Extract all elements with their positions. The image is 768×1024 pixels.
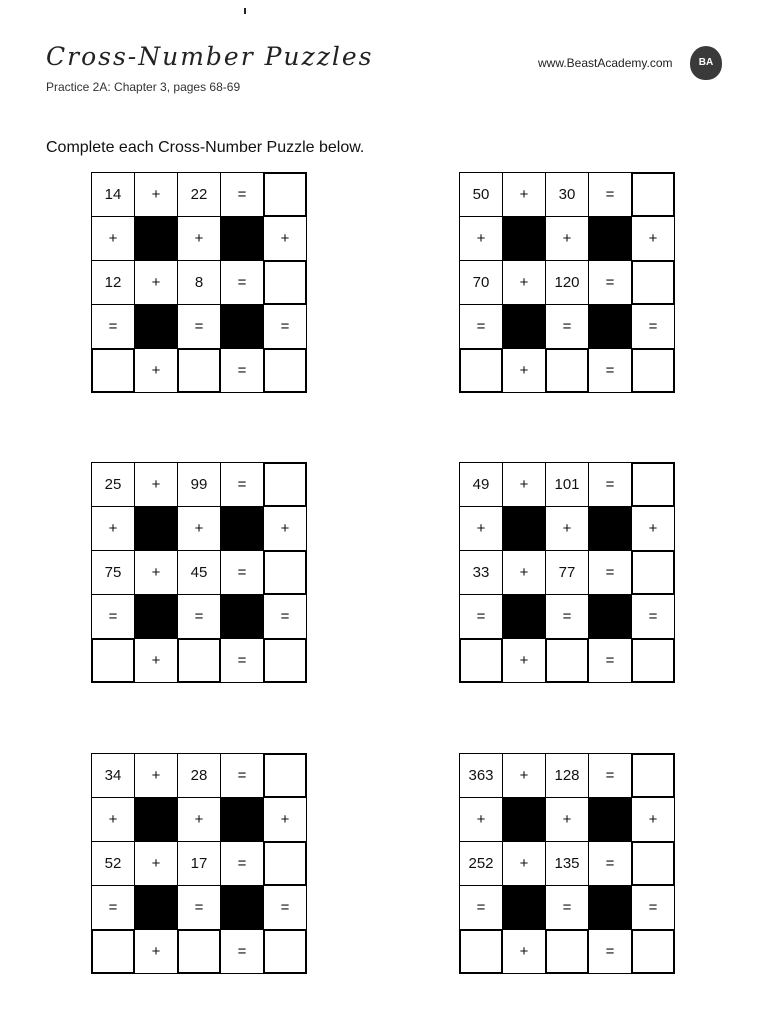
plus-sign: + <box>135 463 178 507</box>
equals-sign: = <box>589 551 632 595</box>
given-number: 14 <box>92 173 135 217</box>
plus-sign: + <box>92 217 135 261</box>
plus-sign: + <box>135 842 178 886</box>
equals-sign: = <box>221 173 264 217</box>
answer-box[interactable] <box>263 172 307 217</box>
equals-sign: = <box>92 886 135 930</box>
given-number: 70 <box>460 261 503 305</box>
black-cell <box>503 886 546 930</box>
plus-sign: + <box>503 261 546 305</box>
black-cell <box>503 305 546 349</box>
equals-sign: = <box>221 754 264 798</box>
equals-sign: = <box>632 886 675 930</box>
black-cell <box>135 217 178 261</box>
answer-box[interactable] <box>263 638 307 683</box>
plus-sign: + <box>546 507 589 551</box>
equals-sign: = <box>221 463 264 507</box>
answer-box[interactable] <box>177 638 221 683</box>
given-number: 101 <box>546 463 589 507</box>
given-number: 128 <box>546 754 589 798</box>
given-number: 120 <box>546 261 589 305</box>
cross-number-puzzle-3 <box>91 462 307 683</box>
answer-box[interactable] <box>631 753 675 798</box>
black-cell <box>589 507 632 551</box>
given-number: 28 <box>178 754 221 798</box>
given-number: 34 <box>92 754 135 798</box>
given-number: 25 <box>92 463 135 507</box>
plus-sign: + <box>503 754 546 798</box>
answer-box[interactable] <box>459 638 503 683</box>
equals-sign: = <box>546 886 589 930</box>
page-subtitle: Practice 2A: Chapter 3, pages 68-69 <box>46 80 241 94</box>
page-title: Cross-Number Puzzles <box>46 42 374 71</box>
cross-number-puzzle-4 <box>459 462 675 683</box>
black-cell <box>221 507 264 551</box>
black-cell <box>503 507 546 551</box>
answer-box[interactable] <box>545 638 589 683</box>
plus-sign: + <box>546 798 589 842</box>
plus-sign: + <box>135 349 178 393</box>
equals-sign: = <box>546 305 589 349</box>
given-number: 252 <box>460 842 503 886</box>
equals-sign: = <box>264 595 307 639</box>
answer-box[interactable] <box>263 260 307 305</box>
black-cell <box>135 595 178 639</box>
plus-sign: + <box>460 217 503 261</box>
plus-sign: + <box>135 261 178 305</box>
black-cell <box>503 798 546 842</box>
answer-box[interactable] <box>263 753 307 798</box>
plus-sign: + <box>632 798 675 842</box>
plus-sign: + <box>546 217 589 261</box>
equals-sign: = <box>632 305 675 349</box>
equals-sign: = <box>589 349 632 393</box>
equals-sign: = <box>589 930 632 974</box>
plus-sign: + <box>503 349 546 393</box>
answer-box[interactable] <box>631 260 675 305</box>
given-number: 50 <box>460 173 503 217</box>
plus-sign: + <box>264 798 307 842</box>
answer-box[interactable] <box>631 462 675 507</box>
cross-number-puzzle-6 <box>459 753 675 974</box>
equals-sign: = <box>589 463 632 507</box>
answer-box[interactable] <box>631 348 675 393</box>
equals-sign: = <box>264 886 307 930</box>
answer-box[interactable] <box>263 462 307 507</box>
given-number: 363 <box>460 754 503 798</box>
black-cell <box>135 798 178 842</box>
equals-sign: = <box>221 930 264 974</box>
given-number: 33 <box>460 551 503 595</box>
black-cell <box>503 595 546 639</box>
black-cell <box>589 886 632 930</box>
answer-box[interactable] <box>91 348 135 393</box>
equals-sign: = <box>589 754 632 798</box>
plus-sign: + <box>460 507 503 551</box>
plus-sign: + <box>503 551 546 595</box>
answer-box[interactable] <box>263 929 307 974</box>
plus-sign: + <box>503 930 546 974</box>
equals-sign: = <box>92 305 135 349</box>
answer-box[interactable] <box>631 550 675 595</box>
equals-sign: = <box>546 595 589 639</box>
given-number: 49 <box>460 463 503 507</box>
equals-sign: = <box>221 551 264 595</box>
plus-sign: + <box>632 217 675 261</box>
answer-box[interactable] <box>263 841 307 886</box>
black-cell <box>135 305 178 349</box>
equals-sign: = <box>178 886 221 930</box>
equals-sign: = <box>460 595 503 639</box>
answer-box[interactable] <box>631 841 675 886</box>
instructions: Complete each Cross-Number Puzzle below. <box>46 139 365 156</box>
given-number: 77 <box>546 551 589 595</box>
stray-mark <box>244 8 246 14</box>
answer-box[interactable] <box>459 348 503 393</box>
plus-sign: + <box>92 798 135 842</box>
black-cell <box>135 507 178 551</box>
answer-box[interactable] <box>459 929 503 974</box>
plus-sign: + <box>135 930 178 974</box>
plus-sign: + <box>503 639 546 683</box>
given-number: 17 <box>178 842 221 886</box>
black-cell <box>589 798 632 842</box>
plus-sign: + <box>135 754 178 798</box>
answer-box[interactable] <box>631 172 675 217</box>
plus-sign: + <box>178 217 221 261</box>
cross-number-puzzle-5 <box>91 753 307 974</box>
website-link[interactable]: www.BeastAcademy.com <box>538 56 673 70</box>
answer-box[interactable] <box>631 929 675 974</box>
given-number: 99 <box>178 463 221 507</box>
plus-sign: + <box>92 507 135 551</box>
beast-academy-logo: BA <box>690 46 722 80</box>
equals-sign: = <box>221 639 264 683</box>
given-number: 12 <box>92 261 135 305</box>
plus-sign: + <box>503 173 546 217</box>
answer-box[interactable] <box>263 550 307 595</box>
plus-sign: + <box>503 463 546 507</box>
plus-sign: + <box>135 639 178 683</box>
plus-sign: + <box>178 798 221 842</box>
answer-box[interactable] <box>545 929 589 974</box>
equals-sign: = <box>589 842 632 886</box>
plus-sign: + <box>460 798 503 842</box>
equals-sign: = <box>632 595 675 639</box>
equals-sign: = <box>589 261 632 305</box>
cross-number-puzzle-1 <box>91 172 307 393</box>
given-number: 30 <box>546 173 589 217</box>
answer-box[interactable] <box>91 638 135 683</box>
black-cell <box>589 595 632 639</box>
answer-box[interactable] <box>545 348 589 393</box>
answer-box[interactable] <box>91 929 135 974</box>
plus-sign: + <box>264 217 307 261</box>
given-number: 22 <box>178 173 221 217</box>
answer-box[interactable] <box>631 638 675 683</box>
equals-sign: = <box>221 261 264 305</box>
equals-sign: = <box>221 842 264 886</box>
black-cell <box>221 305 264 349</box>
given-number: 8 <box>178 261 221 305</box>
equals-sign: = <box>460 886 503 930</box>
given-number: 75 <box>92 551 135 595</box>
black-cell <box>503 217 546 261</box>
black-cell <box>221 798 264 842</box>
answer-box[interactable] <box>177 348 221 393</box>
plus-sign: + <box>264 507 307 551</box>
equals-sign: = <box>221 349 264 393</box>
plus-sign: + <box>178 507 221 551</box>
equals-sign: = <box>264 305 307 349</box>
plus-sign: + <box>135 173 178 217</box>
cross-number-puzzle-2 <box>459 172 675 393</box>
plus-sign: + <box>632 507 675 551</box>
black-cell <box>589 305 632 349</box>
plus-sign: + <box>503 842 546 886</box>
equals-sign: = <box>460 305 503 349</box>
given-number: 52 <box>92 842 135 886</box>
black-cell <box>221 595 264 639</box>
plus-sign: + <box>135 551 178 595</box>
equals-sign: = <box>178 595 221 639</box>
black-cell <box>221 886 264 930</box>
equals-sign: = <box>589 173 632 217</box>
given-number: 135 <box>546 842 589 886</box>
equals-sign: = <box>92 595 135 639</box>
answer-box[interactable] <box>177 929 221 974</box>
equals-sign: = <box>178 305 221 349</box>
black-cell <box>589 217 632 261</box>
black-cell <box>135 886 178 930</box>
black-cell <box>221 217 264 261</box>
equals-sign: = <box>589 639 632 683</box>
given-number: 45 <box>178 551 221 595</box>
answer-box[interactable] <box>263 348 307 393</box>
